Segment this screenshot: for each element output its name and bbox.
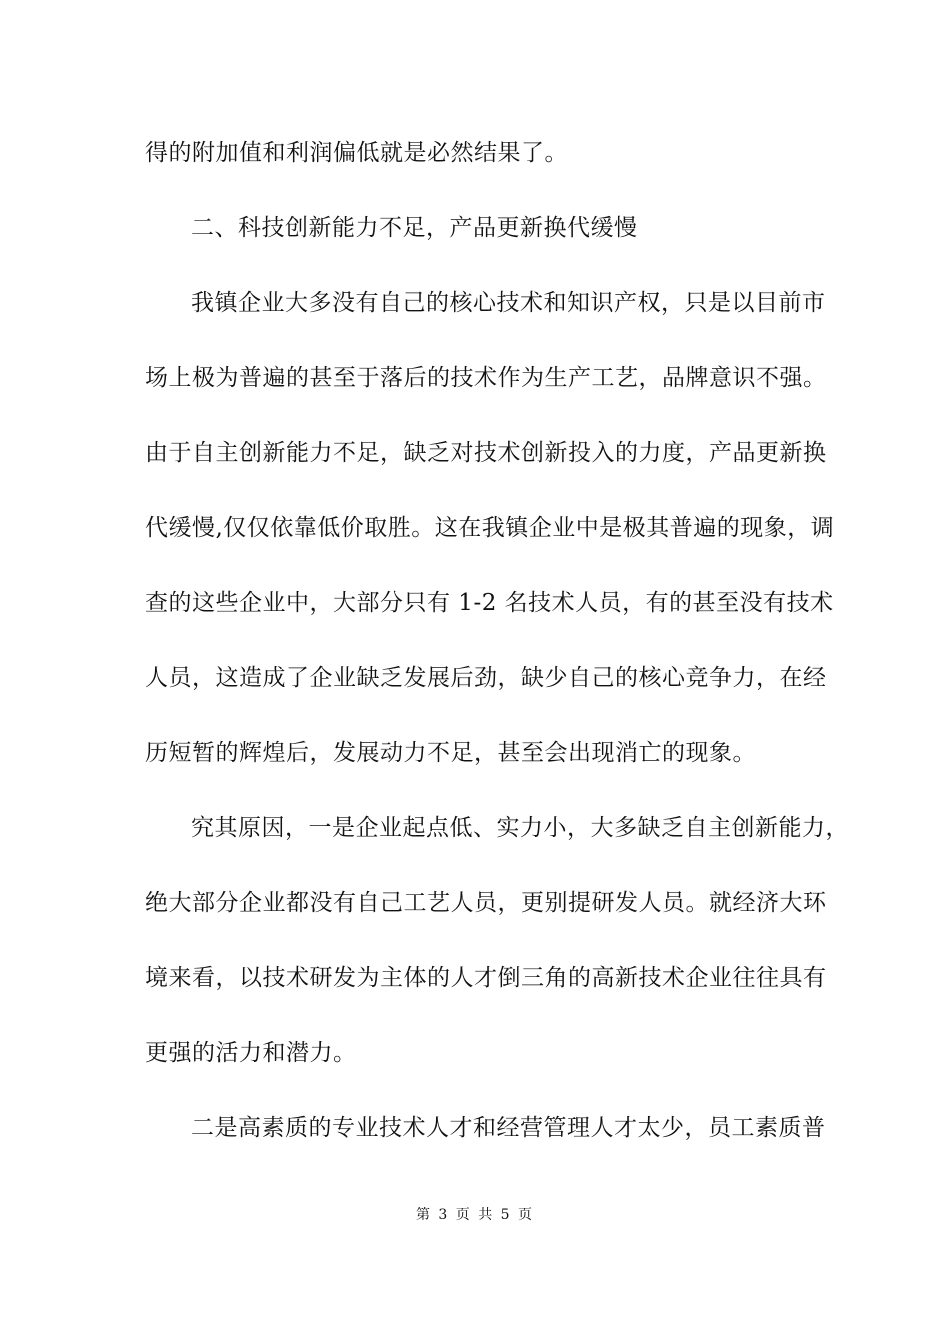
text-line-13: 更强的活力和潜力。 bbox=[145, 1040, 357, 1066]
text-line-10: 究其原因，一是企业起点低、实力小，大多缺乏自主创新能力， bbox=[191, 815, 849, 841]
text-line-4: 场上极为普遍的甚至于落后的技术作为生产工艺，品牌意识不强。 bbox=[145, 365, 827, 391]
text-line-9: 历短暂的辉煌后，发展动力不足，甚至会出现消亡的现象。 bbox=[145, 740, 756, 766]
text-line-1: 得的附加值和利润偏低就是必然结果了。 bbox=[145, 140, 568, 166]
text-line-3: 我镇企业大多没有自己的核心技术和知识产权，只是以目前市 bbox=[191, 290, 826, 316]
text-line-6: 代缓慢,仅仅依靠低价取胜。这在我镇企业中是极其普遍的现象，调 bbox=[145, 515, 835, 541]
text-line-12: 境来看，以技术研发为主体的人才倒三角的高新技术企业往往具有 bbox=[145, 965, 827, 991]
text-line-7: 查的这些企业中，大部分只有 1-2 名技术人员，有的甚至没有技术 bbox=[145, 590, 834, 616]
section-heading: 二、科技创新能力不足，产品更新换代缓慢 bbox=[191, 215, 638, 241]
text-line-11: 绝大部分企业都没有自己工艺人员，更别提研发人员。就经济大环 bbox=[145, 890, 827, 916]
text-line-8: 人员，这造成了企业缺乏发展后劲，缺少自己的核心竞争力，在经 bbox=[145, 665, 827, 691]
page-number: 第 3 页 共 5 页 bbox=[415, 1207, 535, 1223]
text-line-5: 由于自主创新能力不足，缺乏对技术创新投入的力度，产品更新换 bbox=[145, 440, 827, 466]
text-line-14: 二是高素质的专业技术人才和经营管理人才太少，员工素质普 bbox=[191, 1115, 826, 1141]
